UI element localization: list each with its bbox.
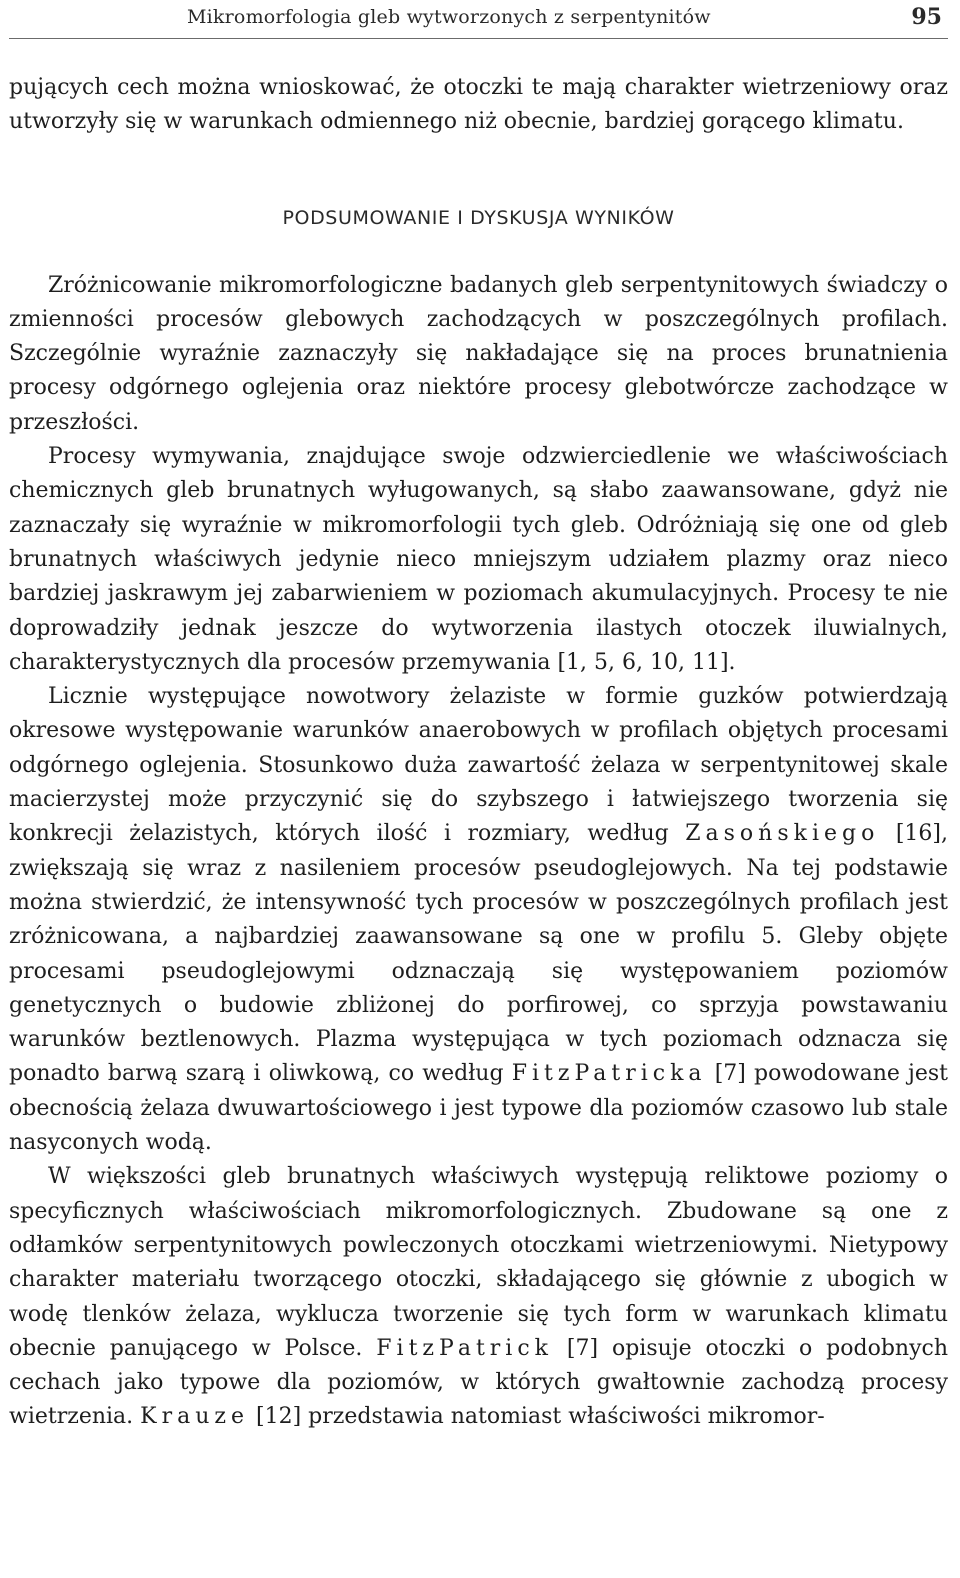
author-citation: FitzPatrick <box>376 1335 553 1361</box>
author-citation: Zasońskiego <box>685 821 880 847</box>
text-segment: [7] opisuje otoczki o podobnych cechach jako typowe dla poziomów, w których gwałtownie zachodzą procesy wietrzenia. <box>9 1335 948 1430</box>
text-segment: W większości gleb brunatnych właściwych występują reliktowe poziomy o specyficznych właściwościach mikromorfologicznych. Zbudowane są one z odłamków serpentynitowych powleczonych otoczkami wietrzeniowymi. Nietypowy charakter materiału tworzącego otoczki, składającego się głównie z ubogich w wodę tlenków żelaza, wyklucza tworzenie się tych form w warunkach klimatu obecnie panującego w Polsce. <box>9 1164 948 1361</box>
author-citation: Krauze <box>140 1404 250 1430</box>
paragraph-summary-2: Procesy wymywania, znajdujące swoje odzwierciedlenie we właściwościach chemicznych gleb brunatnych wyługowanych, są słabo zaawansowane, gdyż nie zaznaczały się wyraźnie w mikromorfologii tych gleb. Odróżniają się one od gleb brunatnych właściwych jedynie nieco mniejszym udziałem plazmy oraz nieco bardziej jaskrawym jej zabarwieniem w poziomach akumulacyjnych. Procesy te nie doprowadziły jednak jeszcze do wytworzenia ilastych otoczek iluwialnych, charakterystycznych dla procesów przemywania [1, 5, 6, 10, 11]. <box>9 444 948 675</box>
author-citation: FitzPatricka <box>511 1061 707 1087</box>
paragraph-summary-1: Zróżnicowanie mikromorfologiczne badanych gleb serpentynitowych świadczy o zmienności procesów glebowych zachodzących w poszczególnych profilach. Szczególnie wyraźnie zaznaczyły się nakładające się na proces brunatnienia procesy odgórnego oglejenia oraz niektóre procesy glebotwórcze zachodzące w przeszłości. <box>9 272 948 435</box>
page-number: 95 <box>911 4 942 30</box>
paragraph-summary-3 <box>9 680 948 1160</box>
text-segment: Licznie występujące nowotwory żelaziste w formie guzków potwierdzają okresowe występowanie warunków anaerobowych w profilach objętych procesami odgórnego oglejenia. Stosunkowo duża zawartość żelaza w serpentynitowej skale macierzystej może przyczynić się do szybszego i łatwiejszego tworzenia się konkrecji żelazistych, których ilość i rozmiary, według <box>9 684 948 847</box>
text-segment: [12] przedstawia natomiast właściwości mikromor- <box>249 1404 825 1430</box>
running-title: Mikromorfologia gleb wytworzonych z serpentynitów <box>187 6 711 28</box>
header-rule <box>9 38 948 39</box>
paragraph-continuation: pujących cech można wnioskować, że otoczki te mają charakter wietrzeniowy oraz utworzyły się w warunkach odmiennego niż obecnie, bardziej gorącego klimatu. <box>9 75 948 135</box>
running-header <box>9 0 948 34</box>
paragraph-summary-4 <box>9 1160 948 1434</box>
section-heading: PODSUMOWANIE I DYSKUSJA WYNIKÓW <box>282 206 675 229</box>
text-segment: [16], zwiększają się wraz z nasileniem procesów pseudoglejowych. Na tej podstawie można stwierdzić, że intensywność tych procesów w poszczególnych profilach jest zróżnicowana, a najbardziej zaawansowane są one w profilu 5. Gleby objęte procesami pseudoglejowymi odznaczają się występowaniem poziomów genetycznych o budowie zbliżonej do porfirowej, co sprzyja powstawaniu warunków beztlenowych. Plazma występująca w tych poziomach odznacza się ponadto barwą szarą i oliwkową, co według <box>9 821 948 1087</box>
text-segment: [7] powodowane jest obecnością żelaza dwuwartościowego i jest typowe dla poziomów czasowo lub stale nasyconych wodą. <box>9 1061 948 1156</box>
